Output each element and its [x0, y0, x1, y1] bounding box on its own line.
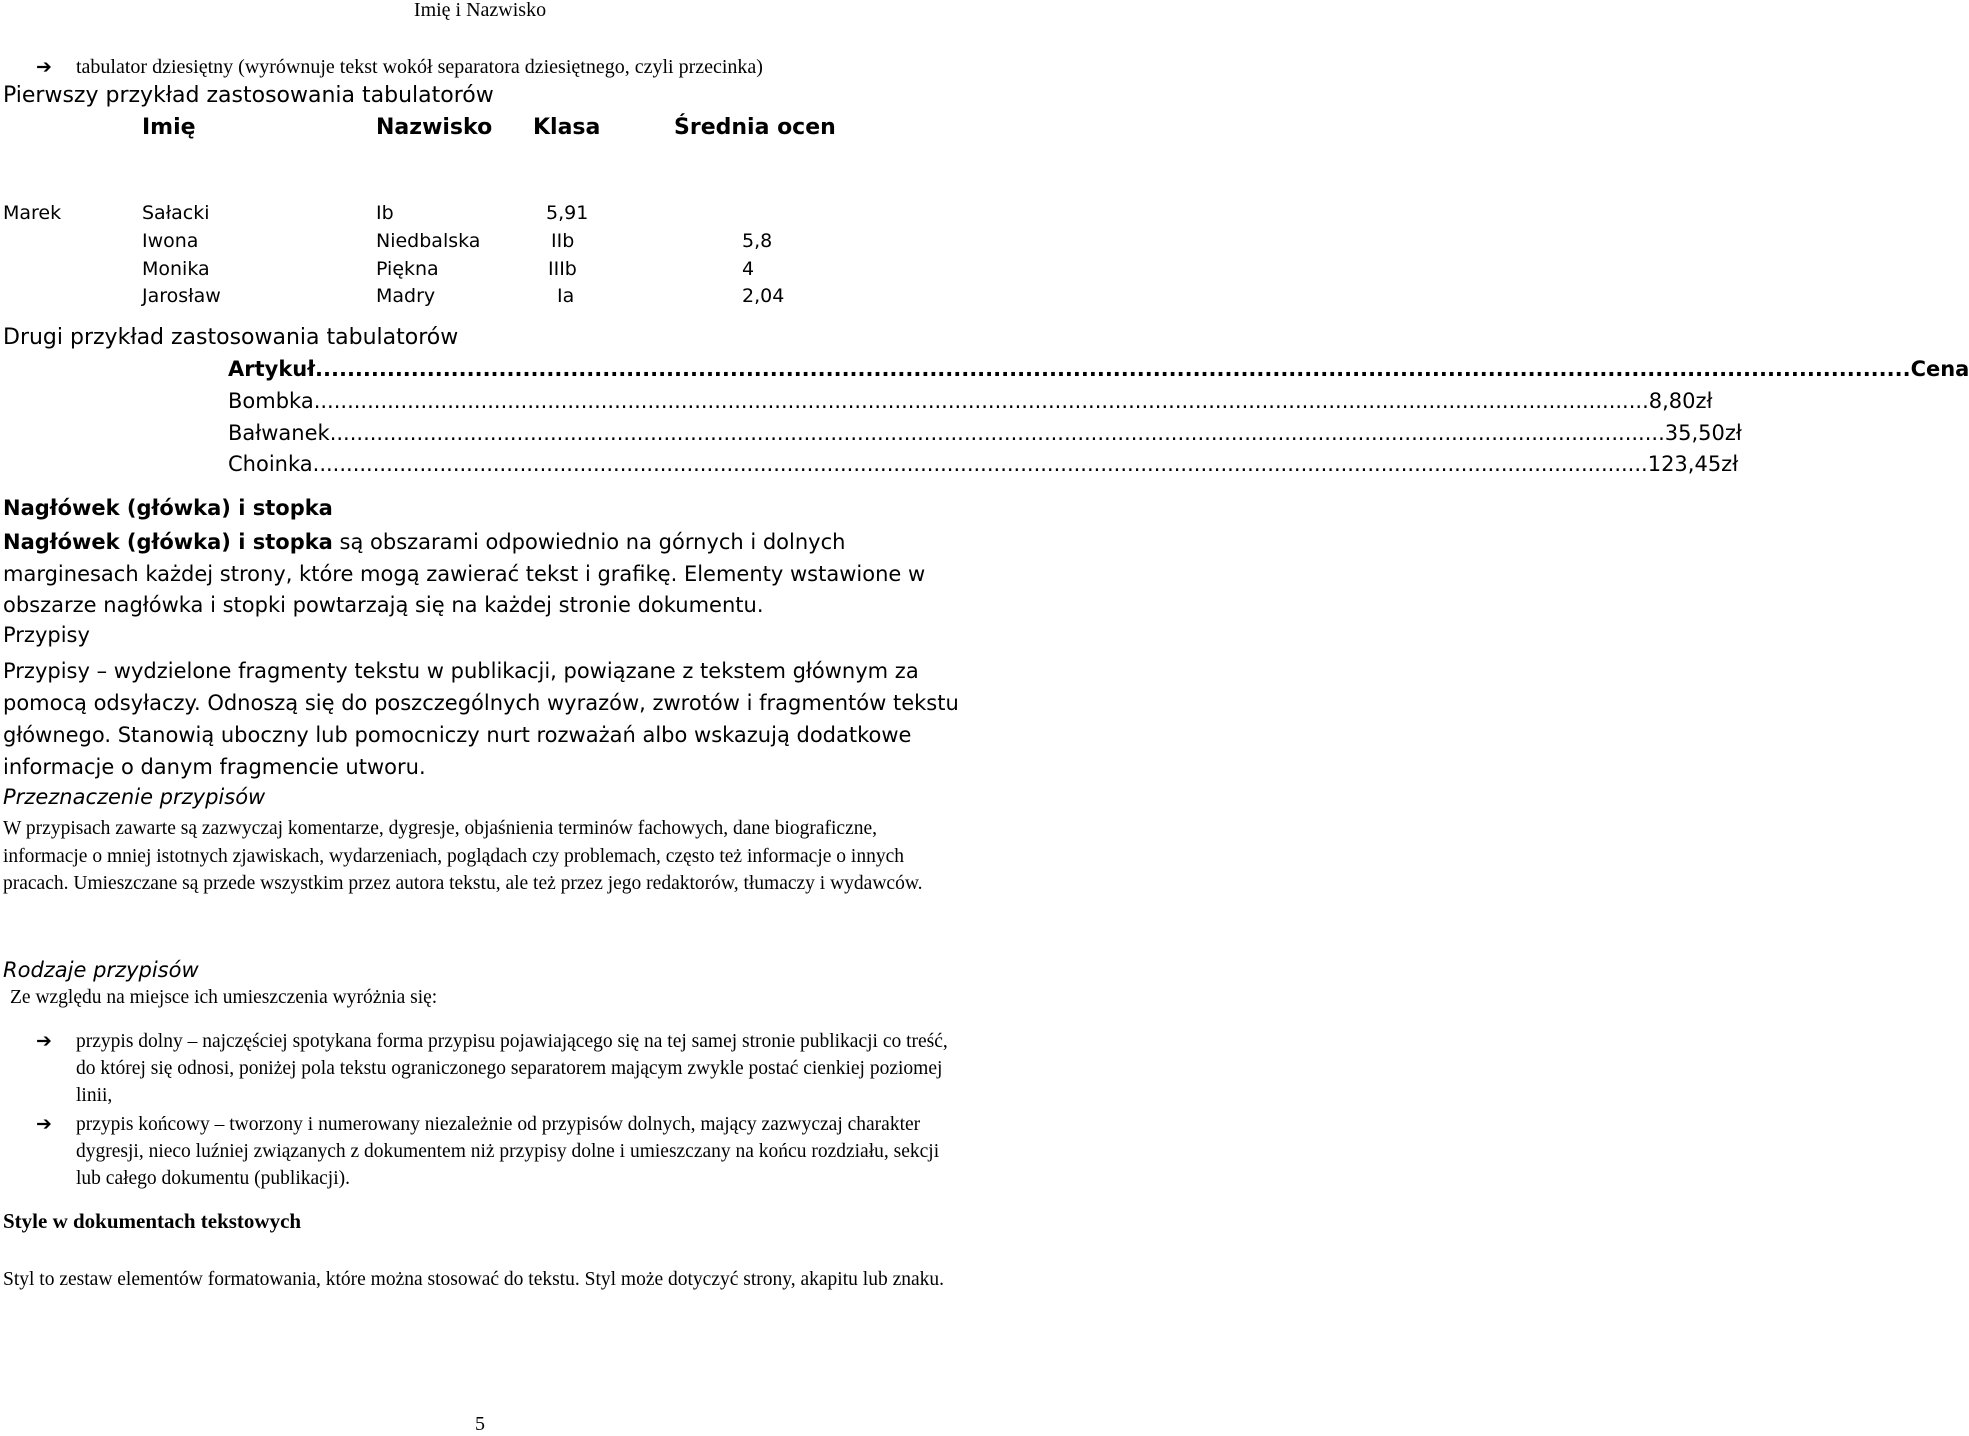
footnotes-term: Przypisy — [3, 659, 90, 683]
leader-row — [228, 452, 1739, 476]
column-header-nazwisko: Nazwisko — [376, 115, 493, 140]
table-row-cell: 4 — [742, 258, 755, 280]
types-intro: Ze względu na miejsce ich umieszczenia wyróżnia się: — [10, 987, 438, 1008]
leader-dots: ........................................................................................................................................................................................................ — [315, 357, 1911, 381]
example2-heading: Drugi przykład zastosowania tabulatorów — [3, 325, 459, 350]
tab-decimal-text: tabulator dziesiętny (wyrównuje tekst wokół separatora dziesiętnego, czyli przecinka) — [76, 56, 763, 78]
table-row-cell: Jarosław — [142, 285, 221, 307]
section-heading-styles: Style w dokumentach tekstowych — [3, 1209, 302, 1233]
page-header-title: Imię i Nazwisko — [413, 0, 547, 21]
leader-row — [228, 421, 1742, 445]
leader-header-row — [228, 357, 1969, 381]
table-row-cell: IIIb — [548, 258, 577, 280]
purpose-text1: W przypisach zawarte są zazwyczaj komentarze, dygresje, objaśnienia terminów fachowych, dane biograficzne, informacje o mniej istotnych zjawiskach, wydarzeniach, poglądach czy problemach, często też informacje o innych pracach. — [3, 818, 904, 894]
arrow-right-icon: ➔ — [36, 1113, 52, 1135]
header-footer-paragraph — [3, 527, 951, 622]
list-item: przypis dolny – najczęściej spotykana forma przypisu pojawiającego się na tej samej stronie publikacji co treść, do której się odnosi, poniżej pola tekstu ograniczonego separatorem mającym zwykle postać cienkiej poziomej linii, — [76, 1031, 948, 1106]
leader-item-label: Artykuł — [228, 357, 316, 381]
table-row-cell: 2,04 — [742, 285, 785, 307]
section-heading-purpose: Przeznaczenie przypisów — [3, 785, 266, 809]
arrow-right-icon: ➔ — [36, 56, 52, 78]
leader-dots: ........................................................................................................................................................................................................ — [313, 389, 1649, 413]
leader-dots: ........................................................................................................................................................................................................ — [312, 452, 1648, 476]
table-row-cell: Niedbalska — [376, 230, 481, 252]
leader-dots: ........................................................................................................................................................................................................ — [329, 421, 1665, 445]
leader-item-label: Bałwanek — [228, 421, 330, 445]
table-row-cell: Marek — [3, 202, 62, 224]
table-row-cell: Ib — [376, 202, 394, 224]
footnotes-text2: Odnoszą się do poszczególnych wyrazów, zwrotów i fragmentów tekstu głównego. — [3, 691, 959, 747]
leader-item-label: Choinka — [228, 452, 313, 476]
table-row-cell: Piękna — [376, 258, 439, 280]
header-footer-term: Nagłówek (główka) i stopka — [3, 530, 333, 554]
table-row-cell: Madry — [376, 285, 436, 307]
header-footer-text1: są obszarami odpowiednio na górnych i dolnych marginesach każdej strony, które mogą zawierać tekst i grafikę. — [3, 530, 846, 586]
table-row-cell: Sałacki — [142, 202, 210, 224]
column-header-klasa: Klasa — [533, 115, 601, 140]
arrow-right-icon: ➔ — [36, 1030, 52, 1052]
leader-item-label: Bombka — [228, 389, 314, 413]
purpose-paragraph — [3, 815, 953, 898]
table-row-cell: Ia — [557, 285, 575, 307]
column-header-srednia: Średnia ocen — [674, 115, 836, 140]
leader-item-price: 123,45zł — [1647, 452, 1739, 476]
table-row-cell: Monika — [142, 258, 210, 280]
table-row-cell: 5,91 — [546, 202, 589, 224]
footnotes-text1: – wydzielone fragmenty tekstu w publikacji, powiązane z tekstem głównym za pomocą odsyłaczy. — [3, 659, 919, 715]
footnotes-paragraph — [3, 655, 959, 783]
leader-item-price: Cena — [1910, 357, 1969, 381]
example1-heading: Pierwszy przykład zastosowania tabulatorów — [3, 83, 494, 108]
leader-item-price: 35,50zł — [1664, 421, 1742, 445]
purpose-text2: Umieszczane są przede wszystkim przez autora tekstu, ale też przez jego redaktorów, tłumaczy i wydawców. — [68, 873, 923, 894]
column-header-imie: Imię — [142, 115, 196, 140]
table-row-cell: Iwona — [142, 230, 199, 252]
styles-paragraph: Styl to zestaw elementów formatowania, które można stosować do tekstu. Styl może dotyczyć strony, akapitu lub znaku. — [3, 1269, 944, 1290]
list-item: przypis końcowy – tworzony i numerowany niezależnie od przypisów dolnych, mający zazwyczaj charakter dygresji, nieco luźniej związanych z dokumentem niż przypisy dolne i umieszczany na końcu rozdziału, sekcji lub całego dokumentu (publikacji). — [76, 1114, 940, 1189]
table-row-cell: IIb — [551, 230, 575, 252]
section-heading-header-footer: Nagłówek (główka) i stopka — [3, 496, 333, 520]
section-heading-footnotes: Przypisy — [3, 623, 90, 647]
page-number: 5 — [475, 1413, 485, 1435]
leader-row — [228, 389, 1713, 413]
leader-item-price: 8,80zł — [1648, 389, 1713, 413]
section-heading-types: Rodzaje przypisów — [3, 958, 199, 982]
header-footer-text2: Elementy wstawione w obszarze nagłówka i stopki powtarzają się na każdej stronie dokumentu. — [3, 561, 926, 617]
footnotes-text3: Stanowią uboczny lub pomocniczy nurt rozważań albo wskazują dodatkowe informacje o danym fragmencie utworu. — [3, 723, 912, 779]
table-row-cell: 5,8 — [742, 230, 773, 252]
